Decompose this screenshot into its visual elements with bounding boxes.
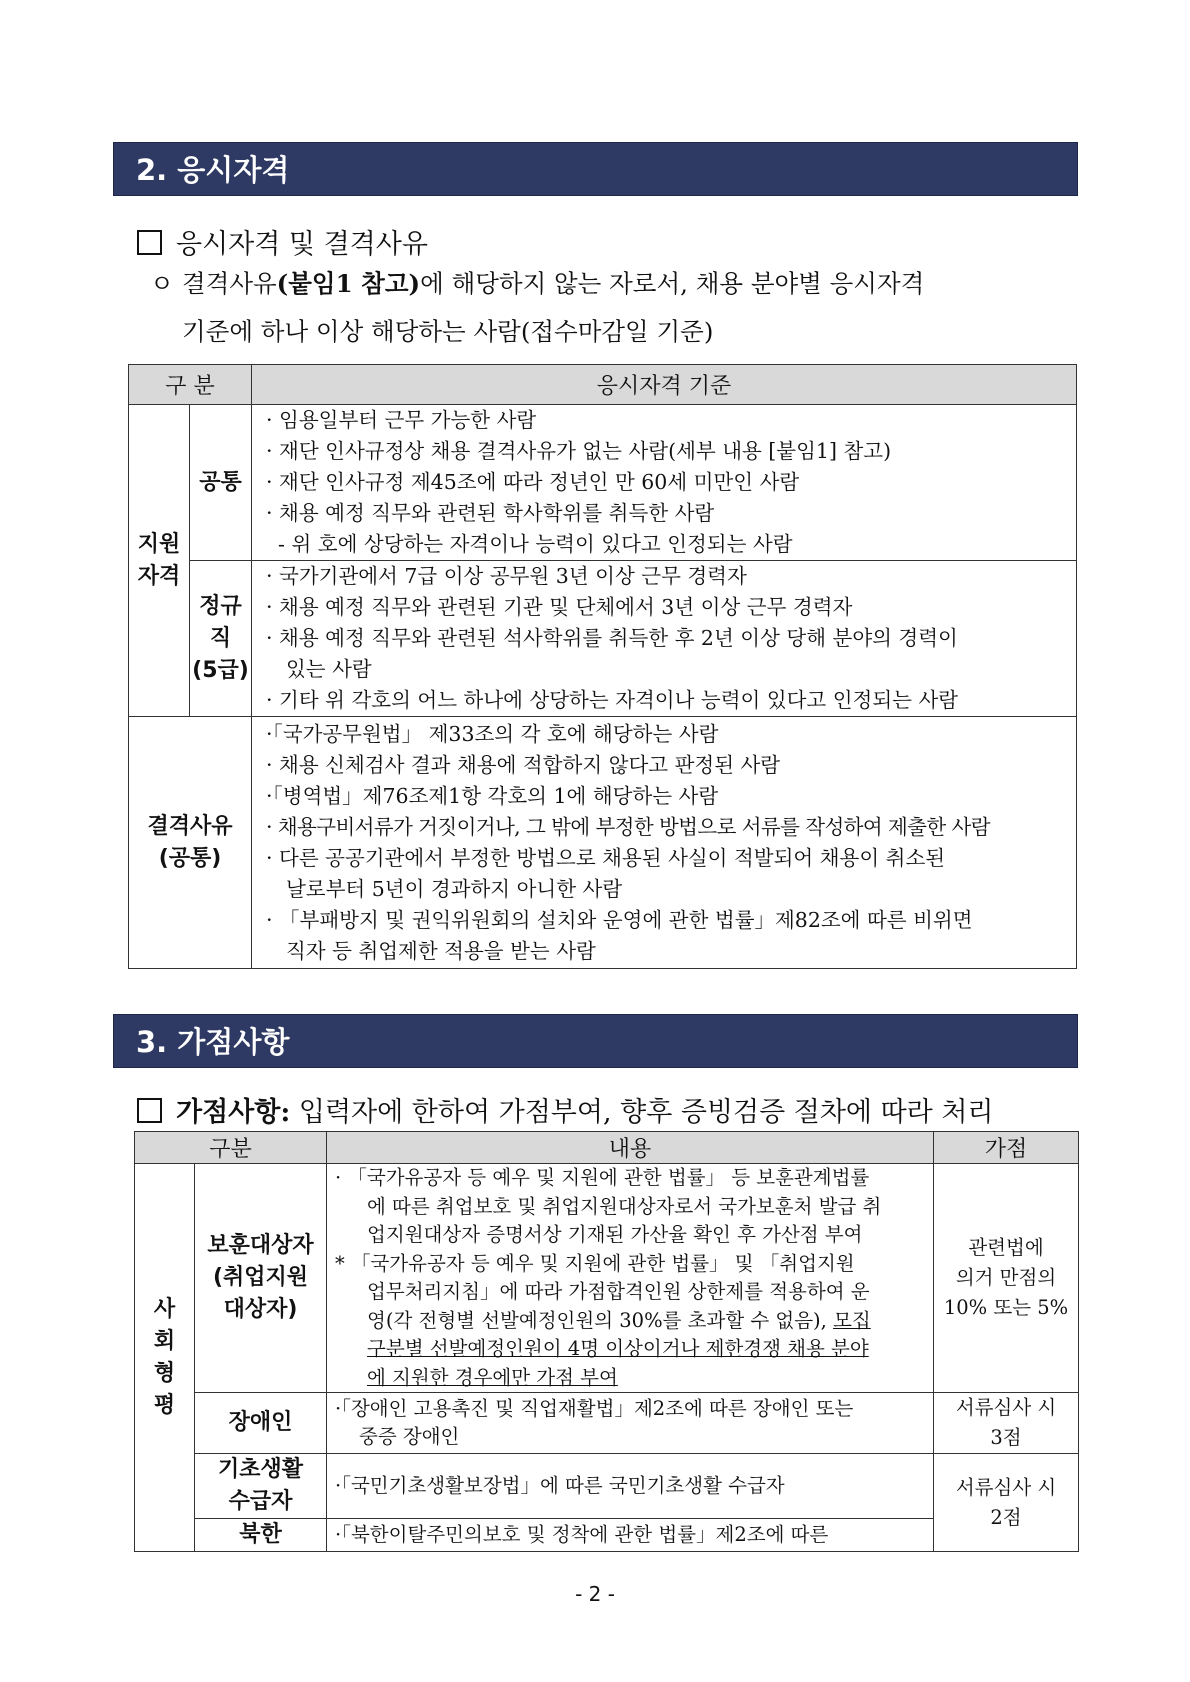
table-header-category: 구분	[135, 1132, 327, 1164]
group-label-eligibility: 지원 자격	[129, 405, 190, 717]
row-label-north-korean: 북한	[195, 1519, 327, 1552]
list-item: · 채용구비서류가 거짓이거나, 그 밖에 부정한 방법으로 서류를 작성하여 제출한 사람	[266, 814, 990, 839]
veteran-points: 관련법에 의거 만점의 10% 또는 5%	[934, 1164, 1079, 1393]
list-item: · 재단 인사규정 제45조에 따라 정년인 만 60세 미만인 사람	[266, 470, 800, 494]
row-label-regular: 정규 직 (5급)	[190, 561, 252, 717]
page-number: - 2 -	[575, 1582, 615, 1606]
list-item: · 채용 예정 직무와 관련된 기관 및 단체에서 3년 이상 근무 경력자	[266, 595, 853, 619]
row-label-basic-livelihood: 기초생활 수급자	[195, 1454, 327, 1519]
veteran-content: · 「국가유공자 등 예우 및 지원에 관한 법률」 등 보훈관계법률 에 따른 취업보호 및 취업지원대상자로서 국가보훈처 발급 취 업지원대상자 증명서상 기재된 가산율 확인 후 가산점 부여 * 「국가유공자 등 예우 및 지원에 관한 법률」 및 「취업지원 업무처리지침」에 따라 가점합격인원 상한제를 적용하여 운 영(각 전형별 선발예정인원의 30%를 초과할 수 없음), 모집 구분별 선발예정인원이 4명 이상이거나 제한경쟁 채용 분야 에 지원한 경우에만 가점 부여	[327, 1164, 934, 1393]
table-header-criteria: 응시자격 기준	[252, 365, 1077, 405]
bonus-points-table	[134, 1131, 1079, 1552]
list-item: · 채용 예정 직무와 관련된 학사학위를 취득한 사람	[266, 501, 715, 525]
row-label-disqualification: 결격사유 (공통)	[129, 717, 252, 969]
list-item: 날로부터 5년이 경과하지 아니한 사람	[286, 876, 623, 901]
disabled-content: ·「장애인 고용촉진 및 직업재활법」제2조에 따른 장애인 또는 중증 장애인	[327, 1393, 934, 1454]
welfare-points: 서류심사 시 2점	[934, 1454, 1079, 1552]
qualification-table	[128, 364, 1077, 969]
north-korean-content: ·「북한이탈주민의보호 및 정착에 관한 법률」제2조에 따른	[327, 1519, 934, 1552]
regular-criteria	[252, 561, 1077, 717]
qualification-paragraph-line1: ㅇ 결격사유(붙임1 참고)에 해당하지 않는 자로서, 채용 분야별 응시자격	[150, 269, 925, 298]
list-item: · 기타 위 각호의 어느 하나에 상당하는 자격이나 능력이 있다고 인정되는 사람	[266, 688, 959, 712]
list-item: · 「부패방지 및 권익위원회의 설치와 운영에 관한 법률」제82조에 따른 비위면	[266, 907, 973, 932]
disabled-points: 서류심사 시 3점	[934, 1393, 1079, 1454]
list-item: · 재단 인사규정상 채용 결격사유가 없는 사람(세부 내용 [붙임1] 참고)	[266, 439, 892, 463]
list-item: · 채용 예정 직무와 관련된 석사학위를 취득한 후 2년 이상 당해 분야의 경력이	[266, 626, 958, 650]
disqualification-criteria	[252, 717, 1077, 969]
subsection-heading: 응시자격 및 결격사유	[137, 222, 428, 261]
list-item: · 다른 공공기관에서 부정한 방법으로 채용된 사실이 적발되어 채용이 취소된	[266, 845, 946, 870]
section-title: 3. 가점사항	[136, 1025, 290, 1059]
section-title-bar	[113, 1014, 1078, 1068]
common-criteria	[252, 405, 1077, 561]
row-label-disabled: 장애인	[195, 1393, 327, 1454]
list-item: ·「병역법」제76조제1항 각호의 1에 해당하는 사람	[266, 783, 719, 808]
table-header-category: 구 분	[129, 365, 252, 405]
row-label-common: 공통	[190, 405, 252, 561]
qualification-paragraph-line2: 기준에 하나 이상 해당하는 사람(접수마감일 기준)	[182, 317, 714, 346]
list-item: · 국가기관에서 7급 이상 공무원 3년 이상 근무 경력자	[266, 564, 747, 588]
section-title-bar	[113, 142, 1078, 196]
list-item: 직자 등 취업제한 적용을 받는 사람	[286, 938, 596, 963]
section-title: 2. 응시자격	[136, 153, 290, 187]
basic-livelihood-content: ·「국민기초생활보장법」에 따른 국민기초생활 수급자	[327, 1454, 934, 1519]
list-item: · 채용 신체검사 결과 채용에 적합하지 않다고 판정된 사람	[266, 752, 781, 777]
list-item: · 임용일부터 근무 가능한 사람	[266, 408, 537, 432]
list-item: - 위 호에 상당하는 자격이나 능력이 있다고 인정되는 사람	[278, 532, 793, 556]
table-header-points: 가점	[934, 1132, 1079, 1164]
row-label-veteran: 보훈대상자 (취업지원 대상자)	[195, 1164, 327, 1393]
table-header-content: 내용	[327, 1132, 934, 1164]
checkbox-square-icon	[137, 230, 162, 255]
subsection-heading: 가점사항: 입력자에 한하여 가점부여, 향후 증빙검증 절차에 따라 처리	[137, 1090, 994, 1129]
list-item: 있는 사람	[286, 657, 372, 681]
checkbox-square-icon	[137, 1098, 162, 1123]
list-item: ·「국가공무원법」 제33조의 각 호에 해당하는 사람	[266, 721, 719, 746]
group-label-social-equity: 사 회 형 평	[135, 1164, 195, 1552]
